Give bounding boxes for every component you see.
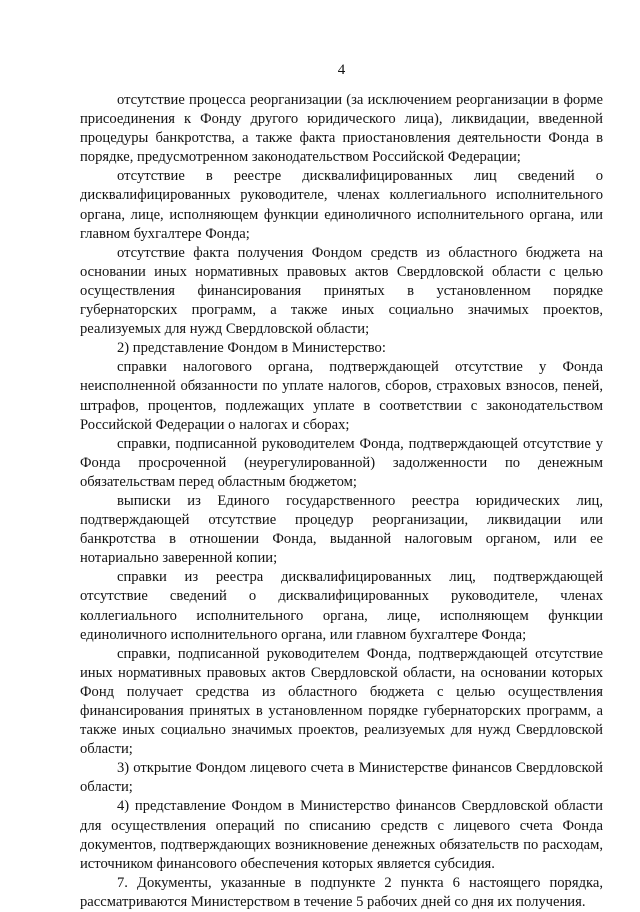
paragraph: 7. Документы, указанные в подпункте 2 пункта 6 настоящего порядка, рассматриваются Министерством в течение 5 рабочих дней со дня их получения. [80,874,603,910]
paragraph: справки из реестра дисквалифицированных лиц, подтверждающей отсутствие сведений о дисквалифицированных руководителе, членах коллегиального исполнительного органа, лице, исполняющем функции единоличного исполнительного органа, или главном бухгалтере Фонда; [80,569,603,643]
paragraph: справки, подписанной руководителем Фонда, подтверждающей отсутствие иных нормативных правовых актов Свердловской области, на основании которых Фонд получает средства из областного бюджета с целью осуществления финансирования принятых в установленном порядке губернаторских программ, а также иных социально значимых проектов, реализуемых для нужд Свердловской области; [80,645,603,758]
paragraph: 3) открытие Фондом лицевого счета в Министерстве финансов Свердловской области; [80,760,603,796]
document-body [80,91,603,912]
paragraph: справки, подписанной руководителем Фонда, подтверждающей отсутствие у Фонда просроченной (неурегулированной) задолженности по денежным обязательствам перед областным бюджетом; [80,435,603,490]
paragraph: справки налогового органа, подтверждающей отсутствие у Фонда неисполненной обязанности по уплате налогов, сборов, страховых взносов, пеней, штрафов, процентов, подлежащих уплате в соответствии с законодательством Российской Федерации о налогах и сборах; [80,359,603,433]
paragraph: отсутствие факта получения Фондом средств из областного бюджета на основании иных нормативных правовых актов Свердловской области с целью осуществления финансирования принятых в установленном порядке губернаторских программ, а также иных социально значимых проектов, реализуемых для нужд Свердловской области; [80,244,603,338]
page-number: 4 [337,62,346,78]
paragraph: выписки из Единого государственного реестра юридических лиц, подтверждающей отсутствие процедур реорганизации, ликвидации или банкротства в отношении Фонда, выданной налоговым органом, или ее нотариально заверенной копии; [80,492,603,567]
paragraph: 2) представление Фондом в Министерство: [117,340,386,357]
paragraph: отсутствие процесса реорганизации (за исключением реорганизации в форме присоединения к Фонду другого юридического лица), ликвидации, введенной процедуры банкротства, а также факта приостановления деятельности Фонда в порядке, предусмотренном законодательством Российской Федерации; [80,92,603,166]
paragraph: отсутствие в реестре дисквалифицированных лиц сведений о дисквалифицированных руководителе, членах коллегиального исполнительного органа, лице, исполняющем функции единоличного исполнительного органа, или главном бухгалтере Фонда; [80,168,603,242]
paragraph: 4) представление Фондом в Министерство финансов Свердловской области для осуществления операций по списанию средств с лицевого счета Фонда документов, подтверждающих возникновение денежных обязательств по расходам, источником финансового обеспечения которых является субсидия. [80,798,603,872]
